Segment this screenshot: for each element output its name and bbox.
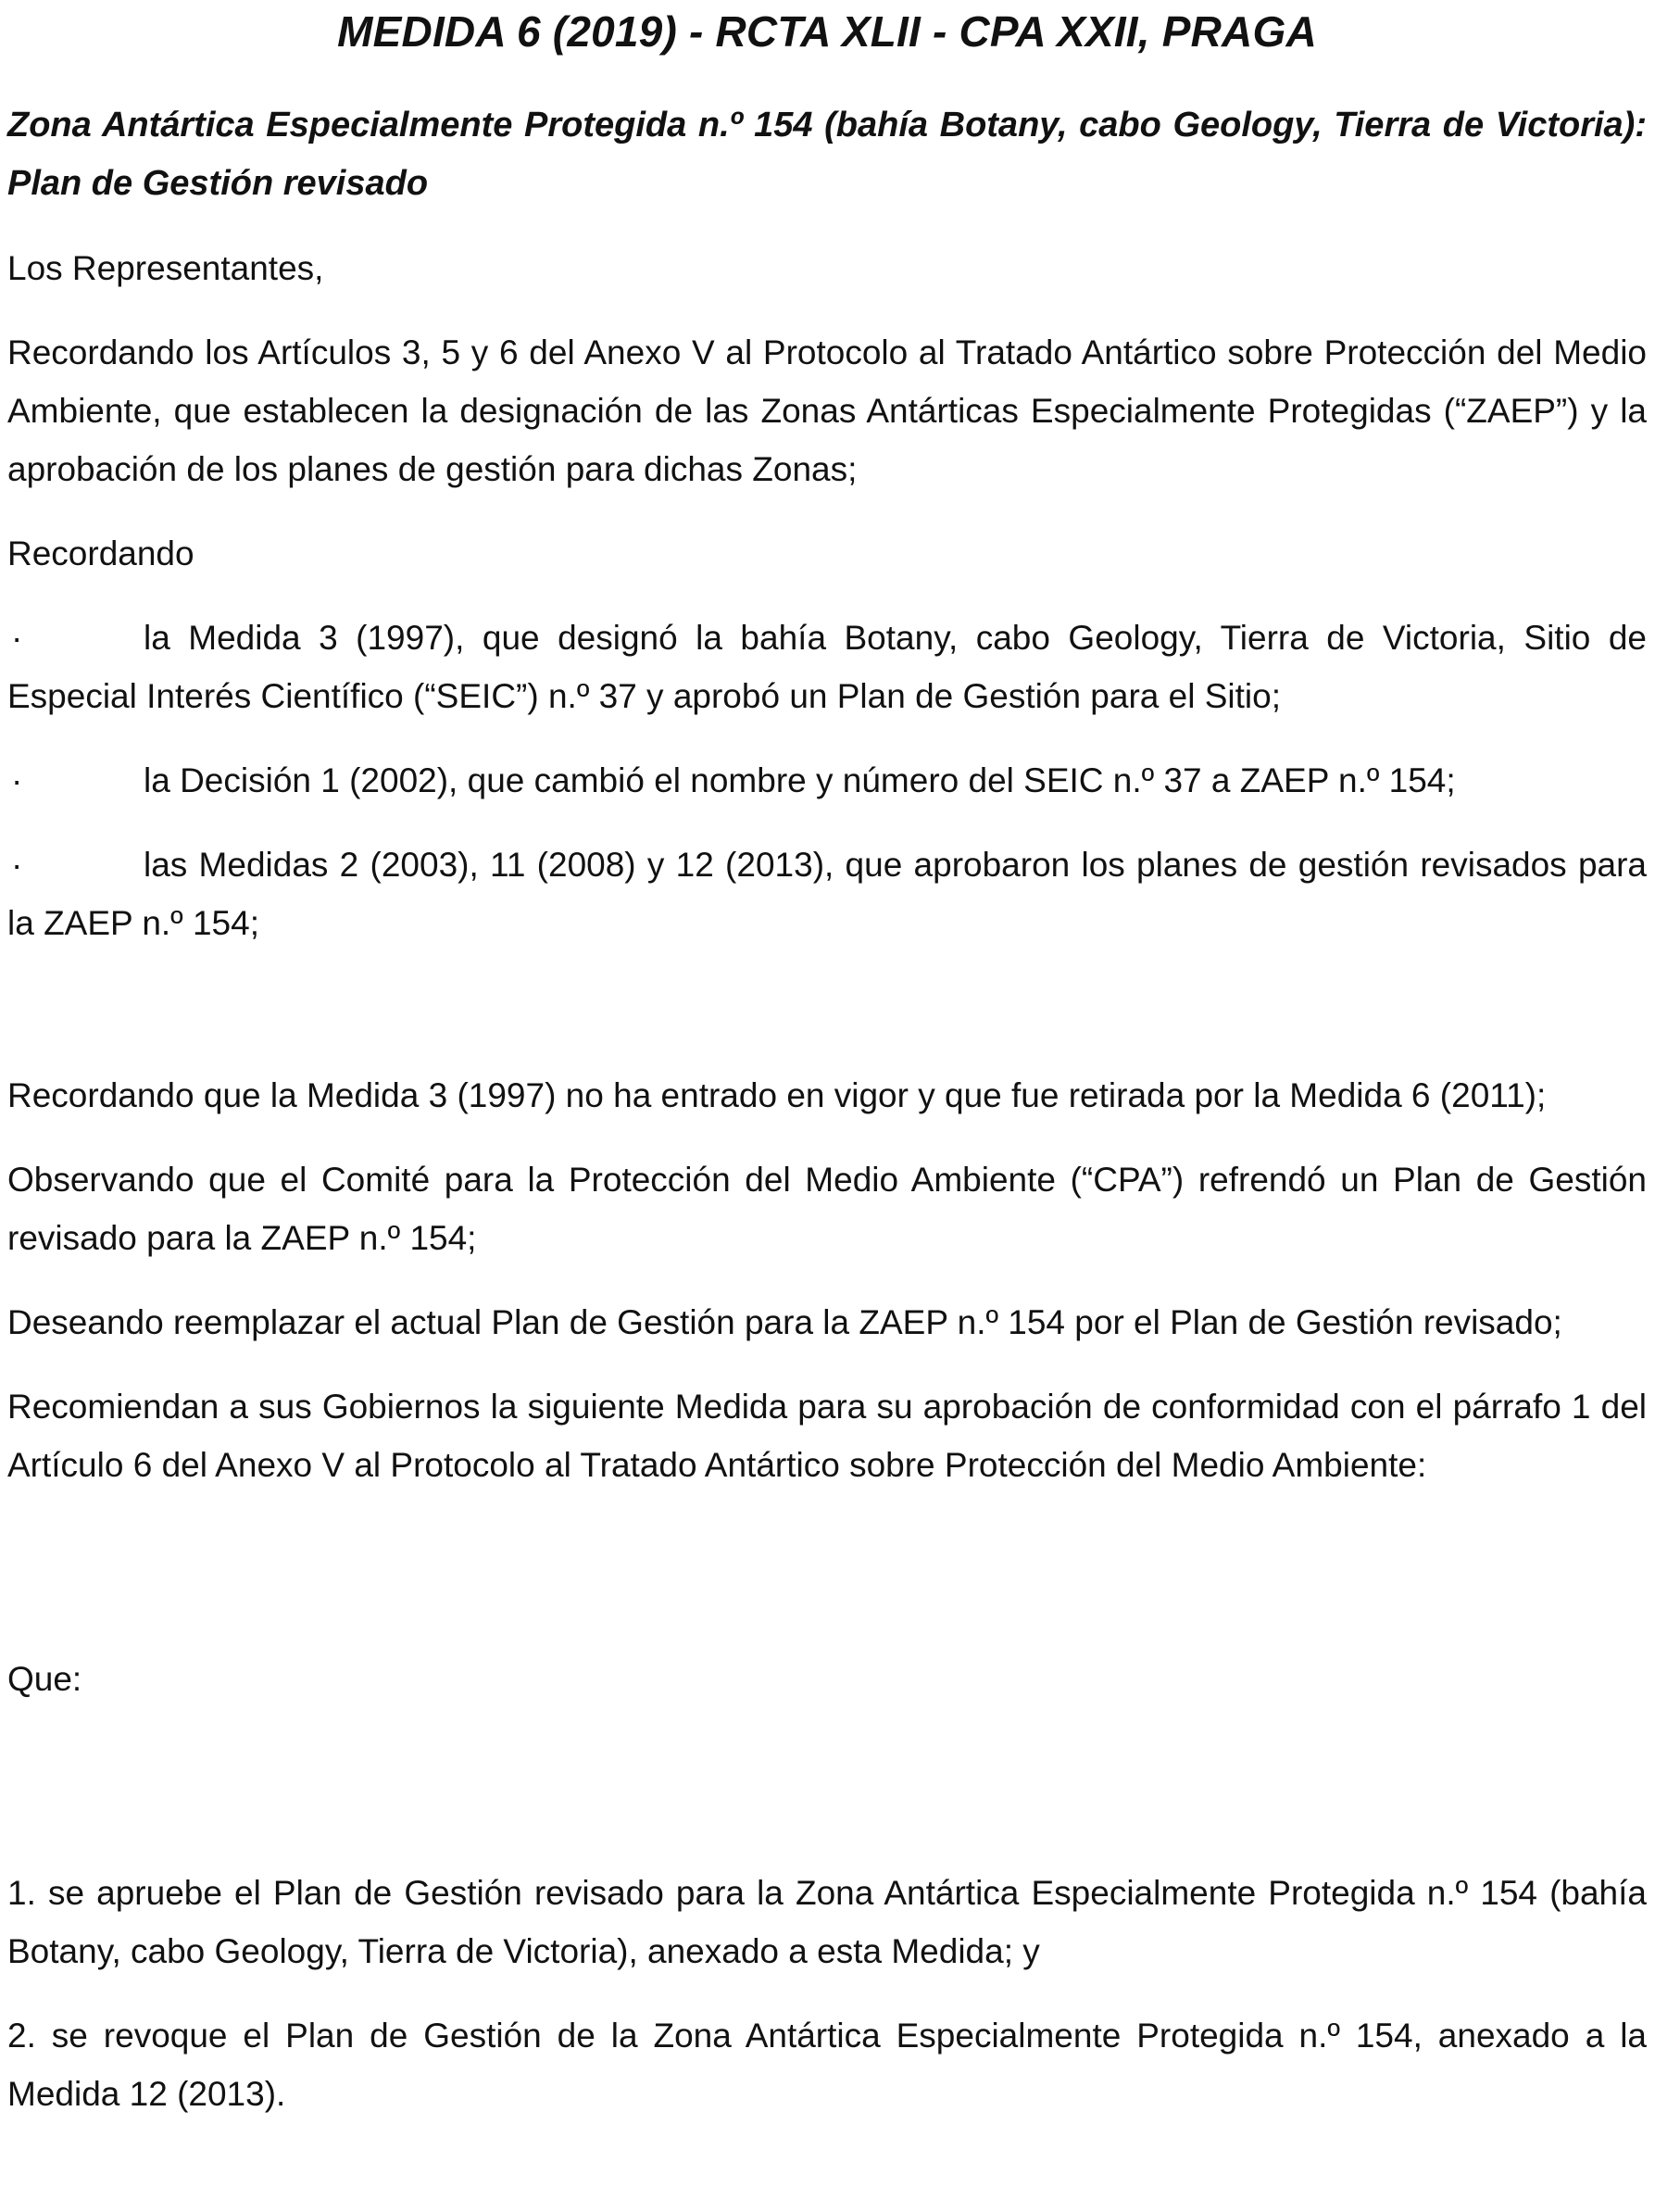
noting-paragraph: Observando que el Comité para la Protección del Medio Ambiente (“CPA”) refrendó un Plan de Gestión revisado para la ZAEP n.º 154; <box>7 1161 1647 1257</box>
recalling-measure-paragraph: Recordando que la Medida 3 (1997) no ha entrado en vigor y que fue retirada por la Medida 6 (2011); <box>7 1076 1547 1114</box>
desiring-paragraph: Deseando reemplazar el actual Plan de Gestión para la ZAEP n.º 154 por el Plan de Gestión revisado; <box>7 1303 1562 1341</box>
salutation: Los Representantes, <box>7 249 324 287</box>
recommend-paragraph: Recomiendan a sus Gobiernos la siguiente Medida para su aprobación de conformidad con el párrafo 1 del Artículo 6 del Anexo V al Protocolo al Tratado Antártico sobre Protección del Medio Ambiente: <box>7 1388 1647 1484</box>
recalling-item-text: la Medida 3 (1997), que designó la bahía Botany, cabo Geology, Tierra de Victoria, Sitio de Especial Interés Científico (“SEIC”) n.º 37 y aprobó un Plan de Gestión para el Sitio; <box>7 619 1647 715</box>
document-subtitle: Zona Antártica Especialmente Protegida n.º 154 (bahía Botany, cabo Geology, Tierra de Victoria): Plan de Gestión revisado <box>7 106 1647 203</box>
resolution-item: 1. se apruebe el Plan de Gestión revisado para la Zona Antártica Especialmente Protegida n.º 154 (bahía Botany, cabo Geology, Tierra de Victoria), anexado a esta Medida; y <box>7 1874 1647 1970</box>
bullet-marker: · <box>11 846 23 884</box>
recalling-articles-paragraph: Recordando los Artículos 3, 5 y 6 del Anexo V al Protocolo al Tratado Antártico sobre Protección del Medio Ambiente, que establecen la designación de las Zonas Antárticas Especialmente Protegidas (“ZAEP”) y la aprobación de los planes de gestión para dichas Zonas; <box>7 333 1647 488</box>
bullet-marker: · <box>11 761 23 799</box>
recalling-item <box>7 609 1647 725</box>
recalling-item <box>7 836 1647 952</box>
resolution-item: 2. se revoque el Plan de Gestión de la Zona Antártica Especialmente Protegida n.º 154, anexado a la Medida 12 (2013). <box>7 2017 1647 2113</box>
recalling-item-text: la Decisión 1 (2002), que cambió el nombre y número del SEIC n.º 37 a ZAEP n.º 154; <box>144 761 1456 799</box>
bullet-marker: · <box>11 619 23 657</box>
que-label: Que: <box>7 1660 82 1698</box>
recalling-label: Recordando <box>7 534 194 572</box>
document-title: MEDIDA 6 (2019) - RCTA XLII - CPA XXII, PRAGA <box>337 7 1317 56</box>
document-page <box>7 0 1647 2123</box>
recalling-item-text: las Medidas 2 (2003), 11 (2008) y 12 (2013), que aprobaron los planes de gestión revisados para la ZAEP n.º 154; <box>7 846 1647 942</box>
recalling-item <box>7 751 1647 810</box>
